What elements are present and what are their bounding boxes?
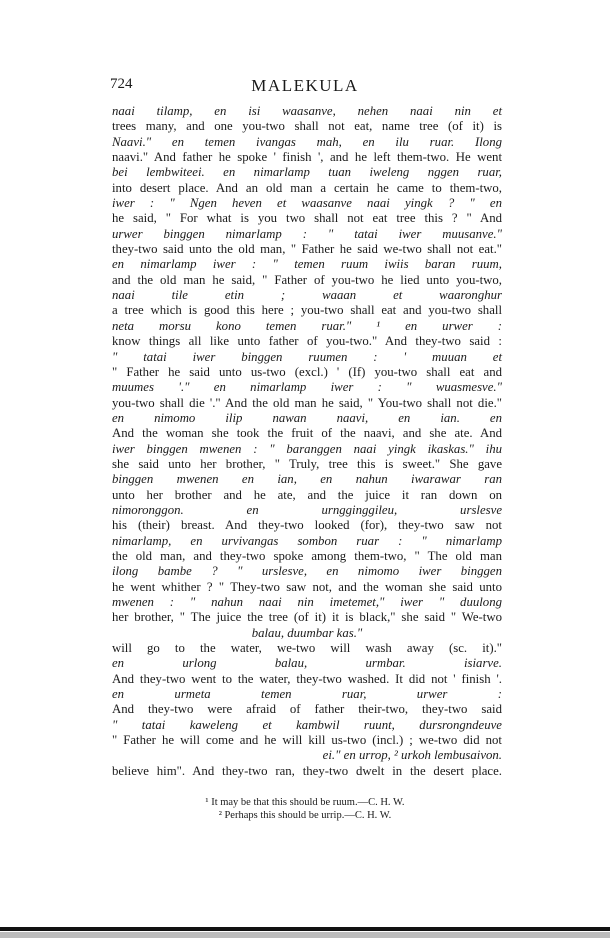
vernacular-line: mwenen : " nahun naai nin imetemet," iwer " duulong [112,595,502,609]
translation-line: " Father he said unto us-two (excl.) ' (If) you-two shall eat and [112,364,502,379]
vernacular-line: nimarlamp, en urvivangas sombon ruar : " nimarlamp [112,533,502,548]
translation-line: he said, " For what is you two shall not eat tree this ? " And [112,211,502,226]
translation-line: And they-two were afraid of father their-two, they-two said [112,702,502,717]
translation-line: a tree which is good this here ; you-two shall eat and you-two shall [112,303,502,318]
vernacular-line: naai tilamp, en isi waasanve, nehen naai nin et [112,104,502,118]
scan-border-shadow [0,932,610,938]
vernacular-line: " tatai kaweleng et kambwil ruunt, dursrongndeuve [112,717,502,732]
translation-line: " Father he will come and he will kill us-two (incl.) ; we-two did not [112,733,502,748]
translation-line: believe him". And they-two ran, they-two dwelt in the desert place. [112,763,502,778]
vernacular-line: en urmeta temen ruar, urwer : [112,687,502,702]
translation-line: her brother, " The juice the tree (of it) it is black," she said " We-two [112,610,502,625]
translation-line: and the old man he said, " Father of you-two he lied unto you-two, [112,272,502,287]
vernacular-line: iwer : " Ngen heven et waasanve naai yingk ? " en [112,196,502,211]
vernacular-line: en nimarlamp iwer : " temen ruum iwiis baran ruum, [112,257,502,272]
footnote-1: ¹ It may be that this should be ruum.—C. H. W. [205,797,405,808]
vernacular-line: binggen mwenen en ian, en nahun iwarawar ran [112,472,502,487]
translation-line: trees many, and one you-two shall not eat, name tree (of it) is [112,119,502,134]
translation-line: know things all like unto father of you-two." And they-two said : [112,334,502,349]
translation-line: will go to the water, we-two will wash away (sc. it)." [112,641,502,656]
translation-line: his (their) breast. And they-two looked (for), they-two saw not [112,518,502,533]
vernacular-line: ilong bambe ? " urslesve, en nimomo iwer binggen [112,564,502,579]
translation-line: he went whither ? " They-two saw not, and the woman she said unto [112,579,502,594]
running-title: MALEKULA [251,76,359,95]
page-number: 724 [110,76,133,92]
vernacular-line: bei lembwiteei. en nimarlamp tuan iweleng nggen ruar, [112,165,502,180]
vernacular-line: en urlong balau, urmbar. isiarve. [112,656,502,671]
translation-line: unto her brother and he ate, and the juice it ran down on [112,487,502,502]
vernacular-line: muumes '." en nimarlamp iwer : " wuasmesve." [112,380,502,395]
translation-line: And they-two went to the water, they-two washed. It did not ' finish '. [112,671,502,686]
translation-line: naavi." And father he spoke ' finish ', and he left them-two. He went [112,150,502,165]
vernacular-line: naai tile etin ; waaan et waaronghur [112,288,502,303]
vernacular-line: Naavi." en temen ivangas mah, en ilu ruar. Ilong [112,134,502,149]
vernacular-line: balau, duumbar kas." [251,625,363,640]
footnotes [0,797,610,822]
translation-line: she said unto her brother, " Truly, tree this is sweet." She gave [112,456,502,471]
vernacular-line: " tatai iwer binggen ruumen : ' muuan et [112,349,502,364]
body-text [112,104,502,779]
vernacular-line: nimoronggon. en urngginggileu, urslesve [112,502,502,517]
translation-line: you-two shall die '." And the old man he said, " You-two shall not die." [112,395,502,410]
vernacular-line: urwer binggen nimarlamp : " tatai iwer muusanve." [112,226,502,241]
vernacular-line: ei." en urrop, ² urkoh lembusaivon. [322,748,502,763]
scan-border [0,927,610,931]
translation-line: they-two said unto the old man, " Father he said we-two shall not eat." [112,242,502,257]
vernacular-line: neta morsu kono temen ruar." ¹ en urwer : [112,318,502,333]
vernacular-line: iwer binggen mwenen : " baranggen naai yingk ikaskas." ihu [112,441,502,456]
vernacular-line: en nimomo ilip nawan naavi, en ian. en [112,410,502,425]
translation-line: the old man, and they-two spoke among them-two, " The old man [112,548,502,563]
translation-line: into desert place. And an old man a certain he came to them-two, [112,180,502,195]
footnote-2: ² Perhaps this should be urrip.—C. H. W. [218,809,392,821]
translation-line: And the woman she took the fruit of the naavi, and she ate. And [112,426,502,441]
